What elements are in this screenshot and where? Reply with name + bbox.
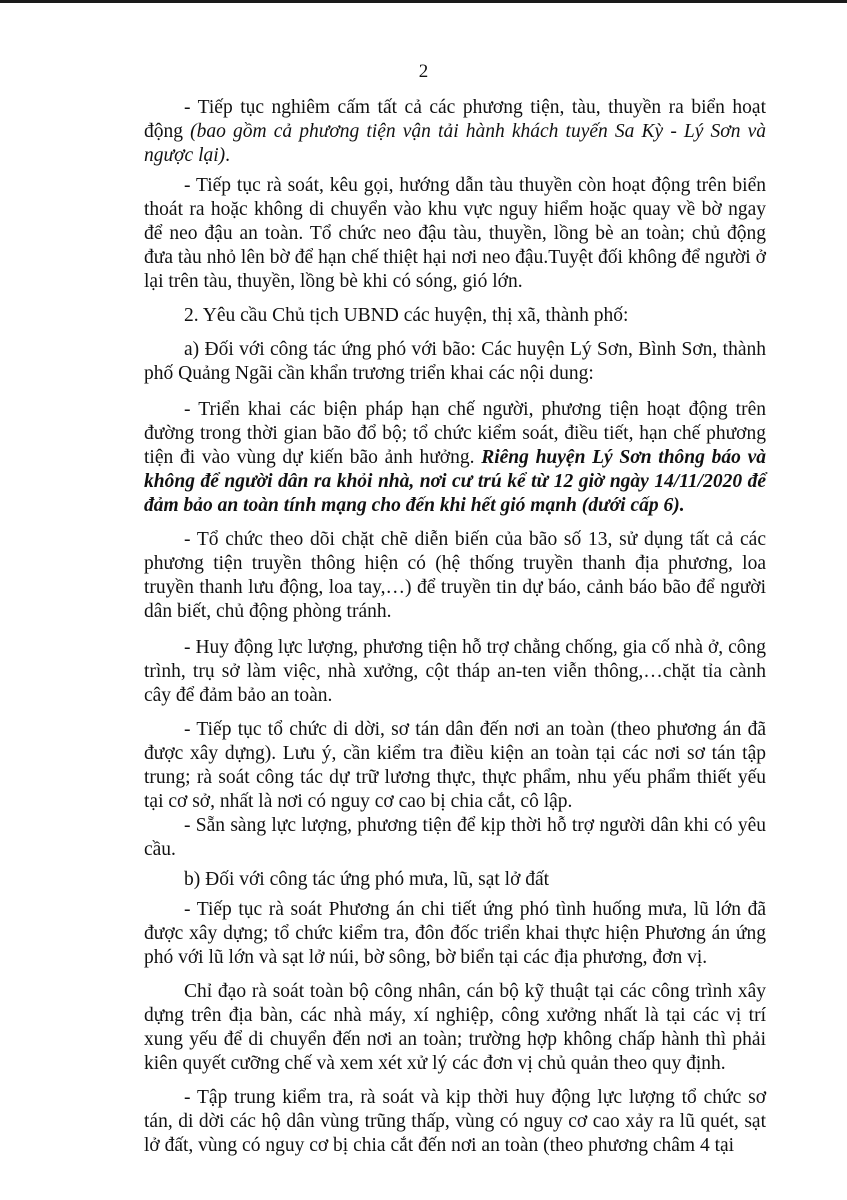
paragraph-text: - Tiếp tục nghiêm cấm tất cả các phương tiện, tàu, thuyền ra biển hoạt động bbox=[144, 97, 766, 142]
paragraph-restrict-traffic bbox=[144, 398, 766, 518]
paragraph-italic-note: (bao gồm cả phương tiện vận tải hành khách tuyến Sa Kỳ - Lý Sơn và ngược lại) bbox=[144, 121, 766, 166]
paragraph-ly-son-notice: Riêng huyện Lý Sơn thông báo và không để người dân ra khỏi nhà, nơi cư trú kể từ 12 giờ ngày 14/11/2020 để đảm bảo an toàn tính mạng cho đến khi hết gió mạnh (dưới cấp 6). bbox=[144, 447, 766, 516]
paragraph-flood-response-heading: b) Đối với công tác ứng phó mưa, lũ, sạt lở đất bbox=[184, 869, 550, 890]
paragraph-readiness: - Sẵn sàng lực lượng, phương tiện để kịp thời hỗ trợ người dân khi có yêu cầu. bbox=[144, 815, 766, 860]
paragraph-monitor-storm: - Tổ chức theo dõi chặt chẽ diễn biến của bão số 13, sử dụng tất cả các phương tiện truyền thông hiện có (hệ thống truyền thanh địa phương, loa truyền thanh lưu động, loa tay,…) để truyền tin dự báo, cảnh báo bão để người dân biết, chủ động phòng tránh. bbox=[144, 529, 766, 622]
paragraph-section-2-heading: 2. Yêu cầu Chủ tịch UBND các huyện, thị xã, thành phố: bbox=[184, 305, 629, 326]
paragraph-evacuation: - Tiếp tục tổ chức di dời, sơ tán dân đến nơi an toàn (theo phương án đã được xây dựng). Lưu ý, cần kiểm tra điều kiện an toàn tại các nơi sơ tán tập trung; rà soát công tác dự trữ lương thực, thực phẩm, nhu yếu phẩm thiết yếu tại cơ sở, nhất là nơi có nguy cơ cao bị chia cắt, cô lập. bbox=[144, 719, 766, 812]
paragraph-text: - Triển khai các biện pháp hạn chế người, phương tiện hoạt động trên đường trong thời gian bão đổ bộ; tổ chức kiểm soát, điều tiết, hạn chế phương tiện đi vào vùng dự kiến bão ảnh hưởng. bbox=[144, 399, 766, 468]
paragraph-end: . bbox=[225, 145, 231, 166]
document-body bbox=[144, 96, 766, 1158]
paragraph-storm-response-heading: a) Đối với công tác ứng phó với bão: Các huyện Lý Sơn, Bình Sơn, thành phố Quảng Ngãi cần khẩn trương triển khai các nội dung: bbox=[144, 339, 766, 384]
paragraph-vessel-guidance: - Tiếp tục rà soát, kêu gọi, hướng dẫn tàu thuyền còn hoạt động trên biển thoát ra hoặc không di chuyển vào khu vực nguy hiểm hoặc quay về bờ ngay để neo đậu an toàn. Tổ chức neo đậu tàu, thuyền, lồng bè an toàn; chủ động đưa tàu nhỏ lên bờ để hạn chế thiệt hại nơi neo đậu.Tuyệt đối không để người ở lại trên tàu, thuyền, lồng bè khi có sóng, gió lớn. bbox=[144, 175, 766, 292]
paragraph-ban-vessels bbox=[144, 96, 766, 168]
paragraph-mobilize-forces: - Huy động lực lượng, phương tiện hỗ trợ chằng chống, gia cố nhà ở, công trình, trụ sở làm việc, nhà xưởng, cột tháp an-ten viễn thông,…chặt tỉa cành cây để đảm bảo an toàn. bbox=[144, 637, 766, 706]
page-number: 2 bbox=[418, 61, 429, 82]
paragraph-relocation: - Tập trung kiểm tra, rà soát và kịp thời huy động lực lượng tổ chức sơ tán, di dời các hộ dân vùng trũng thấp, vùng có nguy cơ cao xảy ra lũ quét, sạt lở đất, vùng có nguy cơ bị chia cắt đến nơi an toàn (theo phương châm 4 tại bbox=[144, 1087, 766, 1156]
paragraph-worker-safety: Chỉ đạo rà soát toàn bộ công nhân, cán bộ kỹ thuật tại các công trình xây dựng trên địa bàn, các nhà máy, xí nghiệp, công xưởng nhất là tại các vị trí xung yếu để di chuyển đến nơi an toàn; trường hợp không chấp hành thì phải kiên quyết cưỡng chế và xem xét xử lý các đơn vị chủ quản theo quy định. bbox=[144, 981, 766, 1074]
paragraph-flood-plan: - Tiếp tục rà soát Phương án chi tiết ứng phó tình huống mưa, lũ lớn đã được xây dựng; tổ chức kiểm tra, đôn đốc triển khai thực hiện Phương án ứng phó với lũ lớn và sạt lở núi, bờ sông, bờ biển tại các địa phương, đơn vị. bbox=[144, 899, 766, 968]
